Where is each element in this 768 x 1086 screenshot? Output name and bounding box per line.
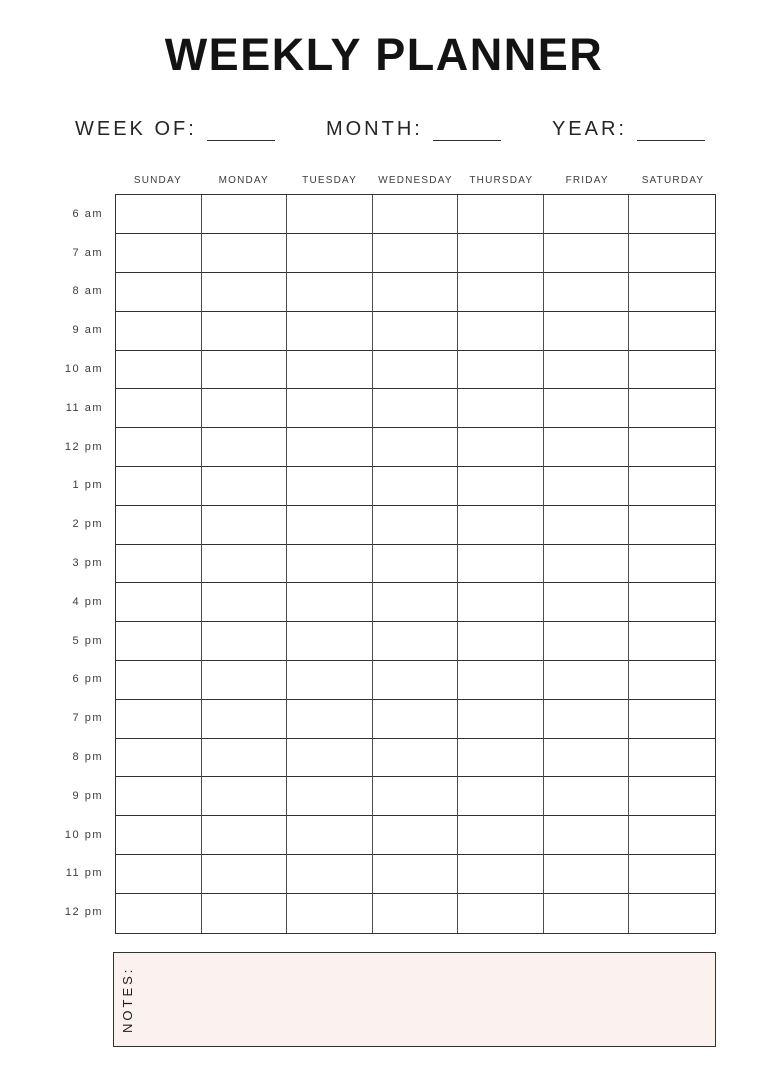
schedule-cell: [629, 545, 715, 584]
schedule-cell: [116, 583, 202, 622]
time-label-3pm: 3 pm: [72, 556, 103, 569]
schedule-cell: [287, 700, 373, 739]
schedule-cell: [116, 777, 202, 816]
schedule-cell: [458, 700, 544, 739]
schedule-cell: [373, 700, 459, 739]
day-header-row: [115, 175, 716, 189]
schedule-cell: [116, 351, 202, 390]
schedule-cell: [373, 777, 459, 816]
schedule-cell: [202, 351, 288, 390]
schedule-cell: [629, 816, 715, 855]
schedule-cell: [202, 389, 288, 428]
month-blank: [433, 119, 501, 141]
schedule-cell: [373, 661, 459, 700]
schedule-cell: [458, 855, 544, 894]
year-field: [552, 118, 705, 141]
schedule-cell: [116, 506, 202, 545]
time-label-12pm: 12 pm: [64, 440, 103, 453]
schedule-cell: [373, 855, 459, 894]
schedule-cell: [458, 739, 544, 778]
schedule-cell: [116, 312, 202, 351]
schedule-cell: [202, 661, 288, 700]
schedule-cell: [458, 273, 544, 312]
time-label-10am: 10 am: [64, 362, 103, 375]
schedule-cell: [116, 855, 202, 894]
schedule-cell: [544, 234, 630, 273]
schedule-cell: [116, 234, 202, 273]
schedule-cell: [458, 195, 544, 234]
schedule-cell: [544, 622, 630, 661]
time-label-2pm: 2 pm: [72, 518, 103, 531]
schedule-cell: [373, 816, 459, 855]
schedule-cell: [373, 273, 459, 312]
schedule-cell: [544, 583, 630, 622]
schedule-cell: [544, 855, 630, 894]
schedule-cell: [544, 894, 630, 933]
time-label-4pm: 4 pm: [72, 595, 103, 608]
schedule-cell: [458, 545, 544, 584]
month-field: [326, 118, 501, 141]
notes-area: [143, 953, 715, 1046]
schedule-cell: [544, 777, 630, 816]
schedule-table: [60, 194, 716, 933]
schedule-cell: [373, 583, 459, 622]
schedule-cell: [202, 467, 288, 506]
schedule-cell: [629, 583, 715, 622]
schedule-cell: [544, 351, 630, 390]
schedule-cell: [116, 273, 202, 312]
time-column: [60, 194, 115, 933]
schedule-cell: [629, 351, 715, 390]
schedule-cell: [629, 855, 715, 894]
schedule-cell: [544, 816, 630, 855]
schedule-cell: [544, 389, 630, 428]
day-header-saturday: SATURDAY: [641, 175, 705, 187]
schedule-cell: [373, 195, 459, 234]
schedule-cell: [373, 389, 459, 428]
schedule-cell: [544, 467, 630, 506]
schedule-cell: [629, 661, 715, 700]
week-of-blank: [207, 119, 275, 141]
schedule-cell: [202, 777, 288, 816]
schedule-cell: [458, 234, 544, 273]
schedule-cell: [629, 273, 715, 312]
schedule-cell: [373, 739, 459, 778]
schedule-cell: [373, 428, 459, 467]
notes-box: [113, 952, 716, 1047]
day-header-monday: MONDAY: [218, 175, 269, 187]
schedule-cell: [287, 389, 373, 428]
schedule-cell: [544, 273, 630, 312]
schedule-cell: [544, 545, 630, 584]
schedule-cell: [202, 583, 288, 622]
schedule-cell: [287, 195, 373, 234]
schedule-cell: [116, 661, 202, 700]
time-label-7pm: 7 pm: [72, 712, 103, 725]
schedule-cell: [458, 894, 544, 933]
schedule-cell: [287, 816, 373, 855]
page-title: WEEKLY PLANNER: [164, 29, 604, 80]
schedule-cell: [287, 273, 373, 312]
schedule-cell: [629, 506, 715, 545]
schedule-cell: [458, 389, 544, 428]
schedule-cell: [544, 312, 630, 351]
schedule-cell: [202, 622, 288, 661]
schedule-cell: [202, 506, 288, 545]
schedule-cell: [287, 467, 373, 506]
schedule-cell: [116, 389, 202, 428]
schedule-cell: [202, 545, 288, 584]
schedule-cell: [458, 777, 544, 816]
schedule-cell: [458, 816, 544, 855]
month-label: MONTH:: [325, 118, 423, 141]
day-header-wednesday: WEDNESDAY: [378, 175, 453, 187]
schedule-cell: [116, 467, 202, 506]
schedule-cell: [287, 312, 373, 351]
schedule-cell: [287, 428, 373, 467]
schedule-cell: [458, 506, 544, 545]
schedule-cell: [544, 661, 630, 700]
schedule-cell: [287, 545, 373, 584]
time-label-8am: 8 am: [72, 285, 103, 298]
schedule-cell: [287, 855, 373, 894]
schedule-cell: [458, 467, 544, 506]
schedule-cell: [373, 622, 459, 661]
time-label-11pm: 11 pm: [65, 867, 103, 880]
schedule-cell: [202, 312, 288, 351]
schedule-cell: [544, 700, 630, 739]
schedule-cell: [629, 428, 715, 467]
schedule-cell: [373, 545, 459, 584]
time-label-9pm: 9 pm: [72, 789, 103, 802]
schedule-cell: [629, 739, 715, 778]
schedule-cell: [544, 739, 630, 778]
schedule-cell: [287, 622, 373, 661]
schedule-cell: [458, 583, 544, 622]
day-header-thursday: THURSDAY: [469, 175, 534, 187]
schedule-cell: [287, 739, 373, 778]
schedule-cell: [373, 894, 459, 933]
schedule-cell: [116, 739, 202, 778]
schedule-cell: [544, 428, 630, 467]
schedule-cell: [629, 312, 715, 351]
schedule-cell: [202, 195, 288, 234]
schedule-cell: [458, 622, 544, 661]
schedule-cell: [287, 351, 373, 390]
time-label-11am: 11 am: [65, 401, 103, 414]
schedule-cell: [373, 506, 459, 545]
schedule-cell: [629, 234, 715, 273]
day-header-tuesday: TUESDAY: [302, 175, 358, 187]
schedule-cell: [629, 195, 715, 234]
schedule-cell: [458, 351, 544, 390]
schedule-cell: [202, 855, 288, 894]
schedule-cell: [629, 467, 715, 506]
year-blank: [637, 119, 705, 141]
schedule-cell: [629, 777, 715, 816]
schedule-cell: [202, 894, 288, 933]
schedule-cell: [116, 622, 202, 661]
time-label-6pm: 6 pm: [72, 673, 103, 686]
schedule-grid: [115, 194, 716, 933]
schedule-cell: [202, 428, 288, 467]
schedule-cell: [287, 777, 373, 816]
header-fields-row: [75, 118, 705, 141]
schedule-cell: [629, 700, 715, 739]
day-header-sunday: SUNDAY: [133, 175, 182, 187]
schedule-cell: [458, 312, 544, 351]
schedule-cell: [373, 351, 459, 390]
schedule-cell: [287, 506, 373, 545]
time-label-8pm: 8 pm: [72, 750, 103, 763]
schedule-cell: [287, 583, 373, 622]
time-label-1pm: 1 pm: [72, 479, 103, 492]
schedule-cell: [202, 739, 288, 778]
time-label-10pm: 10 pm: [64, 828, 103, 841]
time-label-7am: 7 am: [72, 246, 103, 259]
schedule-cell: [202, 816, 288, 855]
schedule-cell: [116, 700, 202, 739]
schedule-cell: [287, 234, 373, 273]
schedule-cell: [202, 234, 288, 273]
schedule-cell: [116, 545, 202, 584]
week-of-field: [75, 118, 275, 141]
schedule-cell: [373, 467, 459, 506]
time-label-12pm: 12 pm: [64, 906, 103, 919]
schedule-cell: [458, 428, 544, 467]
schedule-cell: [373, 234, 459, 273]
schedule-cell: [287, 894, 373, 933]
day-header-friday: FRIDAY: [565, 175, 609, 187]
schedule-cell: [116, 894, 202, 933]
schedule-cell: [629, 622, 715, 661]
schedule-cell: [202, 700, 288, 739]
time-label-5pm: 5 pm: [72, 634, 103, 647]
week-of-label: WEEK OF:: [75, 118, 197, 141]
schedule-cell: [544, 506, 630, 545]
schedule-cell: [287, 661, 373, 700]
schedule-cell: [629, 894, 715, 933]
time-label-6am: 6 am: [72, 207, 103, 220]
notes-label: NOTES:: [120, 965, 135, 1033]
time-label-9am: 9 am: [72, 324, 103, 337]
schedule-cell: [116, 428, 202, 467]
schedule-cell: [373, 312, 459, 351]
schedule-cell: [116, 816, 202, 855]
schedule-cell: [544, 195, 630, 234]
schedule-cell: [458, 661, 544, 700]
schedule-cell: [116, 195, 202, 234]
year-label: YEAR:: [551, 118, 627, 141]
schedule-cell: [202, 273, 288, 312]
schedule-cell: [629, 389, 715, 428]
